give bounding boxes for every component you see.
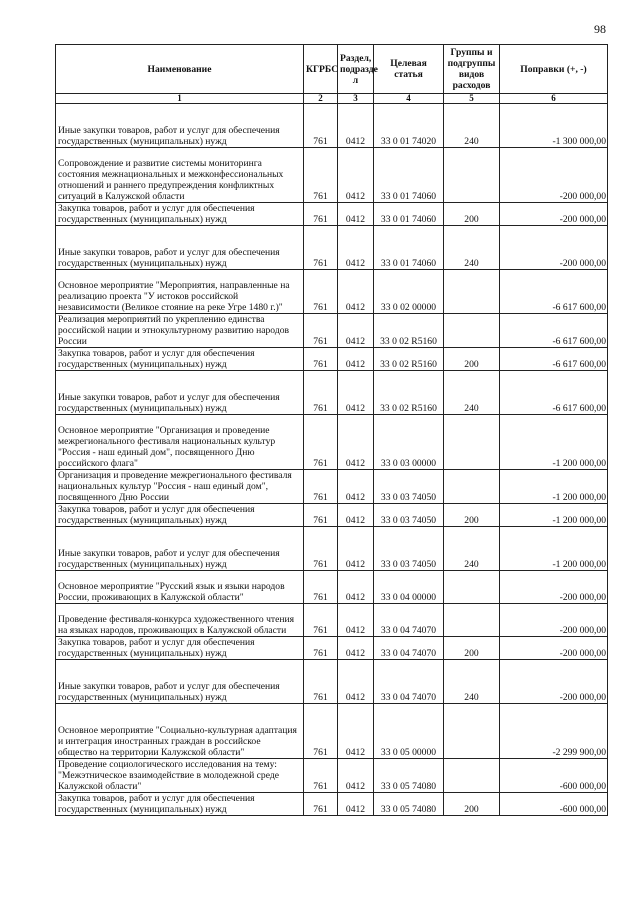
row-amount: -1 200 000,00 [500, 415, 608, 470]
header-number: 3 [338, 94, 374, 104]
row-name: Основное мероприятие "Социально-культурная адаптация и интеграция иностранных граждан в российское общество на территории Калужской области" [56, 704, 304, 759]
row-group: 240 [444, 104, 500, 148]
row-group: 240 [444, 527, 500, 571]
row-article: 33 0 03 74050 [374, 470, 444, 504]
row-article: 33 0 01 74060 [374, 148, 444, 203]
row-section: 0412 [338, 104, 374, 148]
row-article: 33 0 03 74050 [374, 504, 444, 527]
table-row [56, 637, 608, 660]
row-group: 240 [444, 371, 500, 415]
table-row [56, 704, 608, 759]
row-article: 33 0 02 R5160 [374, 348, 444, 371]
row-kgrbs: 761 [304, 527, 338, 571]
header-number: 5 [444, 94, 500, 104]
row-section: 0412 [338, 415, 374, 470]
row-kgrbs: 761 [304, 226, 338, 270]
row-amount: -6 617 600,00 [500, 348, 608, 371]
row-name: Основное мероприятие "Мероприятия, направленные на реализацию проекта "У истоков российской независимости (Великое стояние на реке Угре 1480 г.)" [56, 270, 304, 314]
row-name: Иные закупки товаров, работ и услуг для обеспечения государственных (муниципальных) нужд [56, 660, 304, 704]
table-row [56, 470, 608, 504]
row-kgrbs: 761 [304, 371, 338, 415]
row-section: 0412 [338, 759, 374, 793]
table-row [56, 226, 608, 270]
row-article: 33 0 04 74070 [374, 660, 444, 704]
row-section: 0412 [338, 203, 374, 226]
row-article: 33 0 05 74080 [374, 759, 444, 793]
row-name: Основное мероприятие "Русский язык и языки народов России, проживающих в Калужской области" [56, 571, 304, 604]
row-group: 200 [444, 348, 500, 371]
row-group: 240 [444, 660, 500, 704]
header-name: Наименование [56, 45, 304, 94]
table-row [56, 527, 608, 571]
row-section: 0412 [338, 571, 374, 604]
row-section: 0412 [338, 527, 374, 571]
row-article: 33 0 01 74060 [374, 203, 444, 226]
row-name: Иные закупки товаров, работ и услуг для обеспечения государственных (муниципальных) нужд [56, 226, 304, 270]
row-amount: -6 617 600,00 [500, 314, 608, 348]
row-section: 0412 [338, 793, 374, 816]
table-row [56, 660, 608, 704]
row-group [444, 470, 500, 504]
row-group: 200 [444, 504, 500, 527]
row-name: Основное мероприятие "Организация и проведение межрегионального фестиваля национальных культур "Россия - наш единый дом", посвященного Дню российского флага" [56, 415, 304, 470]
row-article: 33 0 02 R5160 [374, 371, 444, 415]
row-name: Иные закупки товаров, работ и услуг для обеспечения государственных (муниципальных) нужд [56, 104, 304, 148]
row-amount: -6 617 600,00 [500, 270, 608, 314]
row-kgrbs: 761 [304, 470, 338, 504]
table-row [56, 270, 608, 314]
row-name: Закупка товаров, работ и услуг для обеспечения государственных (муниципальных) нужд [56, 793, 304, 816]
row-group [444, 704, 500, 759]
row-amount: -200 000,00 [500, 226, 608, 270]
row-amount: -6 617 600,00 [500, 371, 608, 415]
row-group [444, 759, 500, 793]
table-row [56, 415, 608, 470]
table-row [56, 348, 608, 371]
row-name: Закупка товаров, работ и услуг для обеспечения государственных (муниципальных) нужд [56, 203, 304, 226]
row-section: 0412 [338, 637, 374, 660]
row-kgrbs: 761 [304, 637, 338, 660]
row-section: 0412 [338, 504, 374, 527]
table-row [56, 371, 608, 415]
row-group [444, 571, 500, 604]
row-article: 33 0 03 74050 [374, 527, 444, 571]
row-section: 0412 [338, 604, 374, 637]
row-name: Проведение фестиваля-конкурса художественного чтения на языках народов, проживающих в Калужской области [56, 604, 304, 637]
row-kgrbs: 761 [304, 104, 338, 148]
row-amount: -200 000,00 [500, 203, 608, 226]
page-number: 98 [594, 22, 606, 36]
row-group [444, 314, 500, 348]
row-amount: -200 000,00 [500, 637, 608, 660]
row-amount: -1 200 000,00 [500, 504, 608, 527]
row-section: 0412 [338, 660, 374, 704]
row-amount: -1 300 000,00 [500, 104, 608, 148]
header-kgrbs: КГРБС [304, 45, 338, 94]
budget-amendments-table [55, 44, 608, 816]
header-number: 6 [500, 94, 608, 104]
header-number: 1 [56, 94, 304, 104]
row-name: Закупка товаров, работ и услуг для обеспечения государственных (муниципальных) нужд [56, 637, 304, 660]
table-row [56, 314, 608, 348]
row-group [444, 270, 500, 314]
row-name: Реализация мероприятий по укреплению единства российской нации и этнокультурному развитию народов России [56, 314, 304, 348]
row-kgrbs: 761 [304, 148, 338, 203]
row-section: 0412 [338, 226, 374, 270]
row-kgrbs: 761 [304, 203, 338, 226]
row-group: 200 [444, 637, 500, 660]
row-kgrbs: 761 [304, 793, 338, 816]
header-number: 2 [304, 94, 338, 104]
row-article: 33 0 05 74080 [374, 793, 444, 816]
row-kgrbs: 761 [304, 704, 338, 759]
row-article: 33 0 02 R5160 [374, 314, 444, 348]
table-row [56, 148, 608, 203]
row-name: Иные закупки товаров, работ и услуг для обеспечения государственных (муниципальных) нужд [56, 371, 304, 415]
row-kgrbs: 761 [304, 660, 338, 704]
row-amount: -2 299 900,00 [500, 704, 608, 759]
row-kgrbs: 761 [304, 348, 338, 371]
row-name: Сопровождение и развитие системы мониторинга состояния межнациональных и межконфессиональных отношений и раннего предупреждения конфликтных ситуаций в Калужской области [56, 148, 304, 203]
row-section: 0412 [338, 704, 374, 759]
table-row [56, 571, 608, 604]
row-section: 0412 [338, 371, 374, 415]
header-section: Раздел, подразде л [338, 45, 374, 94]
header-group: Группы и подгруппы видов расходов [444, 45, 500, 94]
table-row [56, 504, 608, 527]
row-section: 0412 [338, 470, 374, 504]
header-article: Целевая статья [374, 45, 444, 94]
row-name: Закупка товаров, работ и услуг для обеспечения государственных (муниципальных) нужд [56, 504, 304, 527]
table-row [56, 604, 608, 637]
row-amount: -600 000,00 [500, 793, 608, 816]
row-article: 33 0 05 00000 [374, 704, 444, 759]
row-article: 33 0 01 74020 [374, 104, 444, 148]
row-article: 33 0 04 74070 [374, 604, 444, 637]
row-group: 200 [444, 793, 500, 816]
row-kgrbs: 761 [304, 571, 338, 604]
row-section: 0412 [338, 270, 374, 314]
row-amount: -200 000,00 [500, 148, 608, 203]
row-group: 200 [444, 203, 500, 226]
row-kgrbs: 761 [304, 270, 338, 314]
row-name: Организация и проведение межрегионального фестиваля национальных культур "Россия - наш единый дом", посвященного Дню России [56, 470, 304, 504]
table-row [56, 759, 608, 793]
row-section: 0412 [338, 348, 374, 371]
row-kgrbs: 761 [304, 759, 338, 793]
row-article: 33 0 02 00000 [374, 270, 444, 314]
row-name: Иные закупки товаров, работ и услуг для обеспечения государственных (муниципальных) нужд [56, 527, 304, 571]
row-amount: -200 000,00 [500, 604, 608, 637]
row-group [444, 604, 500, 637]
row-amount: -200 000,00 [500, 660, 608, 704]
header-number: 4 [374, 94, 444, 104]
row-article: 33 0 04 74070 [374, 637, 444, 660]
table-row [56, 203, 608, 226]
row-amount: -1 200 000,00 [500, 470, 608, 504]
table-row [56, 793, 608, 816]
row-amount: -600 000,00 [500, 759, 608, 793]
row-section: 0412 [338, 314, 374, 348]
row-section: 0412 [338, 148, 374, 203]
row-amount: -1 200 000,00 [500, 527, 608, 571]
row-kgrbs: 761 [304, 504, 338, 527]
row-kgrbs: 761 [304, 604, 338, 637]
row-article: 33 0 04 00000 [374, 571, 444, 604]
row-group: 240 [444, 226, 500, 270]
row-kgrbs: 761 [304, 314, 338, 348]
row-article: 33 0 01 74060 [374, 226, 444, 270]
row-amount: -200 000,00 [500, 571, 608, 604]
row-article: 33 0 03 00000 [374, 415, 444, 470]
table-row [56, 104, 608, 148]
row-group [444, 415, 500, 470]
header-amount: Поправки (+, -) [500, 45, 608, 94]
row-kgrbs: 761 [304, 415, 338, 470]
row-group [444, 148, 500, 203]
row-name: Проведение социологического исследования на тему: "Межэтническое взаимодействие в молодежной среде Калужской области" [56, 759, 304, 793]
row-name: Закупка товаров, работ и услуг для обеспечения государственных (муниципальных) нужд [56, 348, 304, 371]
